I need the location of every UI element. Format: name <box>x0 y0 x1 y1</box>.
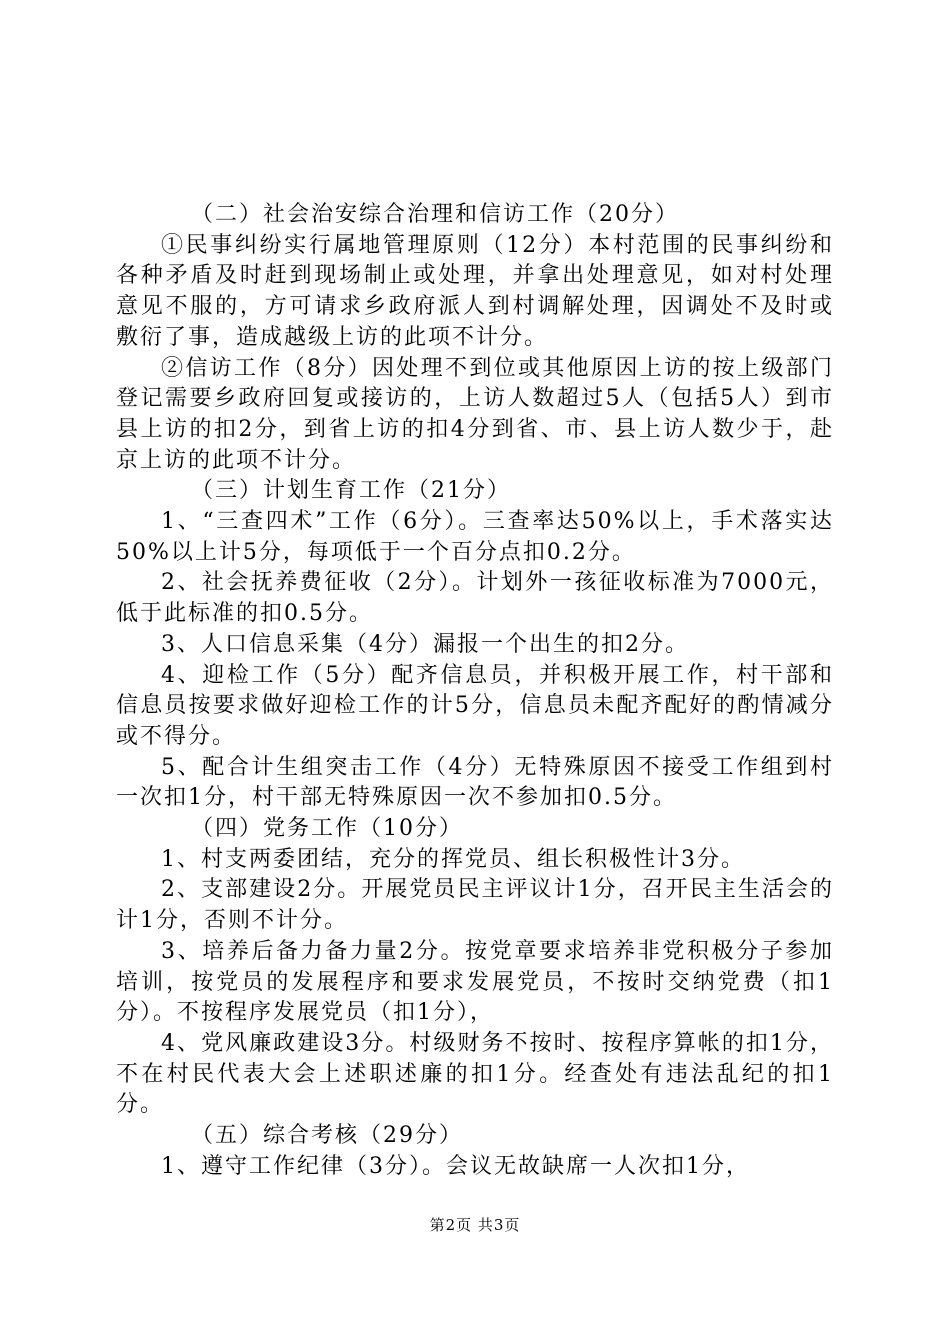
document-body <box>116 200 834 1183</box>
page-footer: 第2页 共3页 <box>429 1216 521 1234</box>
section-heading: （三）计划生育工作（21分） <box>191 478 511 504</box>
body-paragraph: 2、社会抚养费征收（2分）。计划外一孩征收标准为7000元，低于此标准的扣0.5分。 <box>116 570 834 627</box>
body-paragraph: ②信访工作（8分）因处理不到位或其他原因上访的按上级部门登记需要乡政府回复或接访的，上访人数超过5人（包括5人）到市县上访的扣2分，到省上访的扣4分到省、市、县上访人数少于，赴京上访的此项不计分。 <box>116 355 834 473</box>
body-paragraph: 3、人口信息采集（4分）漏报一个出生的扣2分。 <box>161 631 689 657</box>
body-paragraph: 4、迎检工作（5分）配齐信息员，并积极开展工作，村干部和信息员按要求做好迎检工作的计5分，信息员未配齐配好的酌情减分或不得分。 <box>116 662 834 749</box>
section-heading: （五）综合考核（29分） <box>191 1123 463 1149</box>
body-paragraph: 3、培养后备力备力量2分。按党章要求培养非党积极分子参加培训，按党员的发展程序和要求发展党员，不按时交纳党费（扣1分）。不按程序发展党员（扣1分）， <box>116 938 834 1026</box>
section-heading: （四）党务工作（10分） <box>191 816 463 842</box>
body-paragraph: 1、“三查四术”工作（6分）。三查率达50%以上，手术落实达50%以上计5分，每项低于一个百分点扣0.2分。 <box>116 509 834 565</box>
body-paragraph: 1、村支两委团结，充分的挥党员、组长积极性计3分。 <box>161 846 745 872</box>
body-paragraph: 2、支部建设2分。开展党员民主评议计1分，召开民主生活会的计1分，否则不计分。 <box>116 877 834 934</box>
body-paragraph: ①民事纠纷实行属地管理原则（12分）本村范围的民事纠纷和各种矛盾及时赶到现场制止或处理，并拿出处理意见，如对村处理意见不服的，方可请求乡政府派人到村调解处理，因调处不及时或敷衍了事，造成越级上访的此项不计分。 <box>116 232 834 350</box>
body-paragraph: 1、遵守工作纪律（3分）。会议无故缺席一人次扣1分， <box>161 1153 750 1179</box>
section-heading: （二）社会治安综合治理和信访工作（20分） <box>191 202 679 227</box>
body-paragraph: 5、配合计生组突击工作（4分）无特殊原因不接受工作组到村一次扣1分，村干部无特殊原因一次不参加扣0.5分。 <box>116 754 834 811</box>
body-paragraph: 4、党风廉政建设3分。村级财务不按时、按程序算帐的扣1分，不在村民代表大会上述职述廉的扣1分。经查处有违法乱纪的扣1分。 <box>116 1030 834 1118</box>
